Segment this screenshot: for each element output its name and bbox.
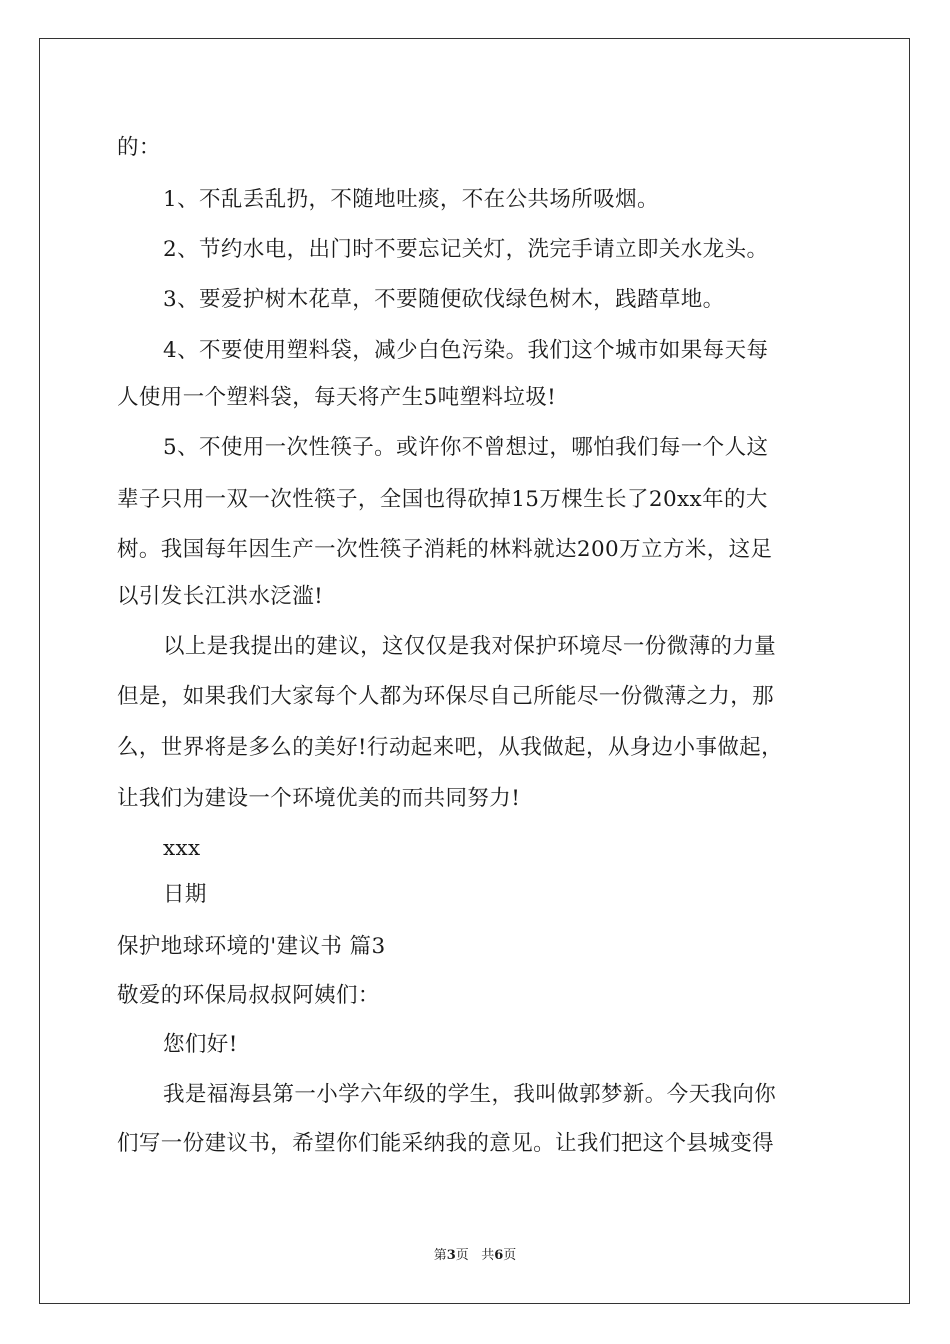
- salutation: 敬爱的环保局叔叔阿姨们：: [117, 983, 380, 1008]
- list-item: 4、不要使用塑料袋，减少白色污染。我们这个城市如果每天每: [163, 338, 769, 363]
- paragraph-line: 我是福海县第一小学六年级的学生，我叫做郭梦新。今天我向你: [163, 1082, 777, 1107]
- date-label: 日期: [163, 882, 207, 907]
- current-page-number: 3: [446, 1248, 456, 1263]
- text-line: 辈子只用一双一次性筷子，全国也得砍掉15万棵生长了20xx年的大: [117, 487, 768, 512]
- page-footer: [0, 1247, 950, 1265]
- text-line: 么，世界将是多么的美好!行动起来吧，从我做起，从身边小事做起，: [117, 735, 784, 760]
- page-border: [39, 38, 910, 1304]
- greeting: 您们好!: [163, 1032, 238, 1057]
- signature: xxx: [163, 836, 201, 861]
- list-item: 5、不使用一次性筷子。或许你不曾想过，哪怕我们每一个人这: [163, 435, 769, 460]
- text-line: 人使用一个塑料袋，每天将产生5吨塑料垃圾!: [117, 385, 557, 410]
- footer-middle: 页 共: [455, 1248, 495, 1263]
- text-line: 但是，如果我们大家每个人都为环保尽自己所能尽一份微薄之力，那: [117, 684, 775, 709]
- paragraph-line: 以上是我提出的建议，这仅仅是我对保护环境尽一份微薄的力量: [163, 634, 777, 659]
- total-pages-number: 6: [494, 1248, 504, 1263]
- list-item: 3、要爱护树木花草，不要随便砍伐绿色树木，践踏草地。: [163, 287, 725, 312]
- footer-suffix: 页: [503, 1248, 517, 1263]
- text-line: 让我们为建设一个环境优美的而共同努力!: [117, 786, 521, 811]
- text-line: 树。我国每年因生产一次性筷子消耗的林料就达200万立方米，这足: [117, 537, 773, 562]
- list-item: 2、节约水电，出门时不要忘记关灯，洗完手请立即关水龙头。: [163, 237, 769, 262]
- footer-prefix: 第: [433, 1248, 447, 1263]
- list-item: 1、不乱丢乱扔，不随地吐痰，不在公共场所吸烟。: [163, 187, 659, 212]
- text-line: 的：: [117, 135, 161, 160]
- text-line: 以引发长江洪水泛滥!: [117, 584, 324, 609]
- text-line: 们写一份建议书，希望你们能采纳我的意见。让我们把这个县城变得: [117, 1131, 775, 1156]
- section-title: 保护地球环境的'建议书 篇3: [117, 934, 386, 959]
